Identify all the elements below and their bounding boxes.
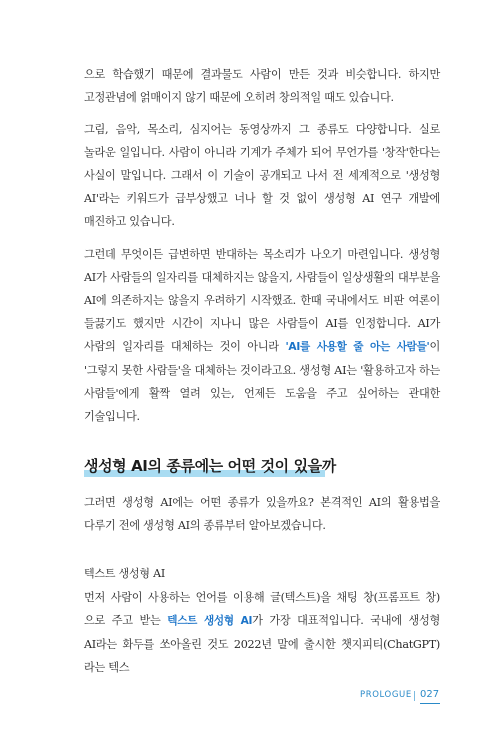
page-number-underline xyxy=(420,703,440,704)
footer-section-label: PROLOGUE xyxy=(360,690,412,700)
page-number: 027 xyxy=(420,689,440,700)
body-paragraph-text-ai xyxy=(84,586,440,679)
body-paragraph-1: 으로 학습했기 때문에 결과물도 사람이 만든 것과 비슷합니다. 하지만 고정관념에 얽매이지 않기 때문에 오히려 창의적일 때도 있습니다. xyxy=(84,68,440,104)
text-ai-paragraph-before: 먼저 사람이 사용하는 언어를 이용해 글(텍스트)을 채팅 창(프롬프트 창)으로 주고 받는 xyxy=(84,591,440,627)
text-ai-paragraph-after: 가 가장 대표적입니다. 국내에 생성형 AI라는 화두를 쏘아올린 것도 2022년 말에 출시한 챗지피티(ChatGPT)라는 텍스 xyxy=(84,614,441,674)
body-paragraph-3 xyxy=(84,243,440,428)
highlighted-phrase-text-ai: 텍스트 생성형 AI xyxy=(167,615,253,627)
highlighted-phrase-ai-users: 'AI를 사용할 줄 아는 사람들' xyxy=(285,341,430,353)
section-heading: 생성형 AI의 종류에는 어떤 것이 있을까 xyxy=(84,457,336,475)
subheading-text-ai: 텍스트 생성형 AI xyxy=(84,567,166,580)
paragraph-3-text-after: 이 '그렇지 못한 사람들'을 대체하는 것이라고요. 생성형 AI는 '활용하고자 하는 사람들'에게 활짝 열려 있는, 언제든 도움을 주고 싶어하는 관대한 기술입니다. xyxy=(84,340,440,423)
intro-paragraph: 그러면 생성형 AI에는 어떤 종류가 있을까요? 본격적인 AI의 활용법을 다루기 전에 생성형 AI의 종류부터 알아보겠습니다. xyxy=(84,496,440,532)
body-paragraph-2: 그림, 음악, 목소리, 심지어는 동영상까지 그 종류도 다양합니다. 실로 놀라운 일입니다. 사람이 아니라 기계가 주체가 되어 무언가를 '창작'한다는 사실이 말입니다. 그래서 이 기술이 공개되고 나서 전 세계적으로 '생성형 AI'라는 키워드가 급부상했고 너나 할 것 없이 생성형 AI 연구 개발에 매진하고 있습니다. xyxy=(84,123,440,228)
footer-separator xyxy=(414,691,415,701)
paragraph-3-text-before: 그런데 무엇이든 급변하면 반대하는 목소리가 나오기 마련입니다. 생성형 AI가 사람들의 일자리를 대체하지는 않을지, 사람들이 일상생활의 대부분을 AI에 의존하지는 않을지 우려하기 시작했죠. 한때 국내에서도 비판 여론이 들끓기도 했지만 시간이 지나니 많은 사람들이 AI를 인정합니다. AI가 사람의 일자리를 대체하는 것이 아니라 xyxy=(84,248,440,353)
